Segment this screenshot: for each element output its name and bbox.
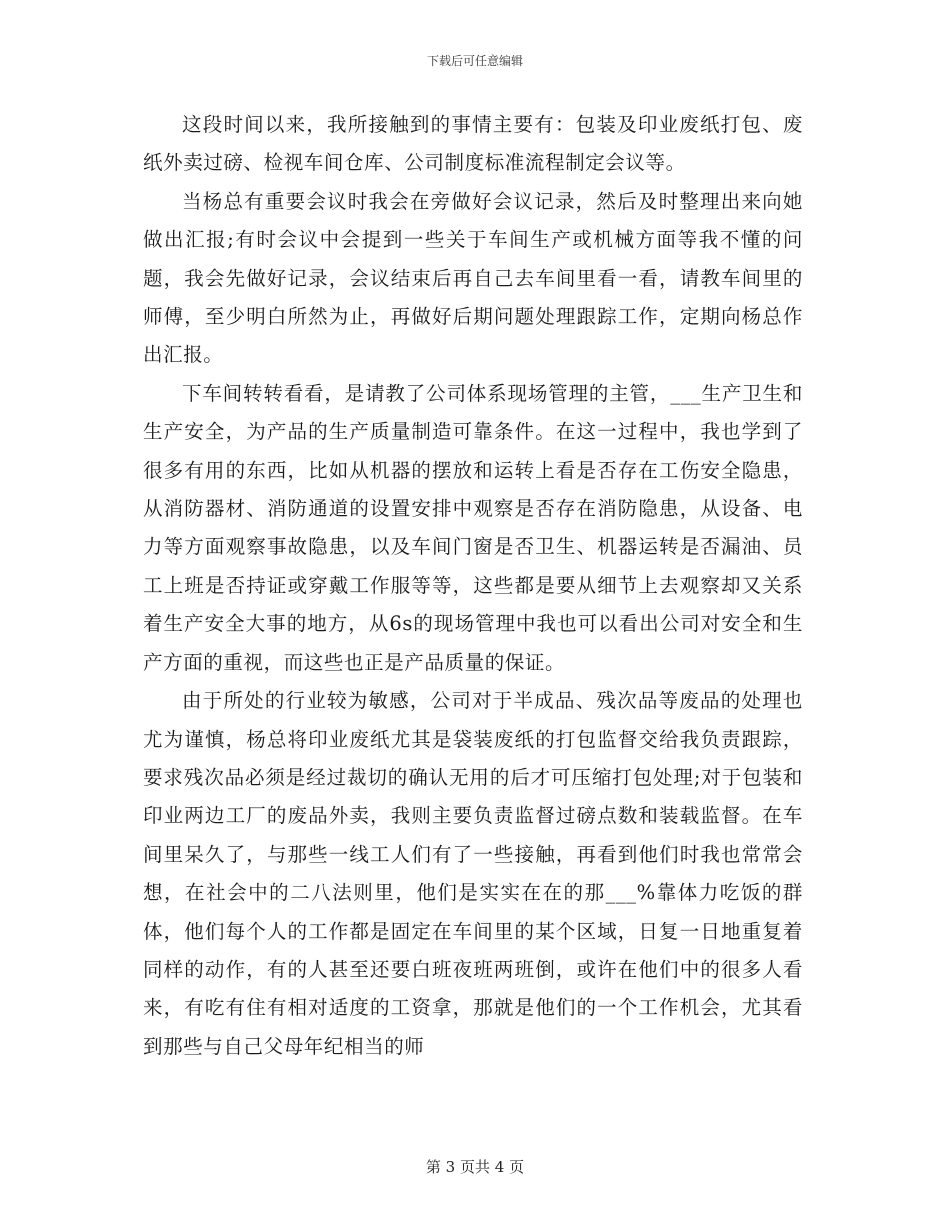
paragraph-3: 下车间转转看看，是请教了公司体系现场管理的主管，___生产卫生和生产安全，为产品的生产质量制造可靠条件。在这一过程中，我也学到了很多有用的东西，比如从机器的摆放和运转上看是否存在工伤安全隐患，从消防器材、消防通道的设置安排中观察是否存在消防隐患，从设备、电力等方面观察事故隐患，以及车间门窗是否卫生、机器运转是否漏油、员工上班是否持证或穿戴工作服等等，这些都是要从细节上去观察却又关系着生产安全大事的地方，从6s的现场管理中我也可以看出公司对安全和生产方面的重视，而这些也正是产品质量的保证。 — [143, 381, 803, 674]
document-body — [143, 106, 803, 1066]
page-footer: 第 3 页共 4 页 — [425, 1158, 525, 1176]
paragraph-2: 当杨总有重要会议时我会在旁做好会议记录，然后及时整理出来向她做出汇报;有时会议中会提到一些关于车间生产或机械方面等我不懂的问题，我会先做好记录，会议结束后再自己去车间里看一看，请教车间里的师傅，至少明白所然为止，再做好后期问题处理跟踪工作，定期向杨总作出汇报。 — [143, 189, 803, 367]
paragraph-1: 这段时间以来，我所接触到的事情主要有：包装及印业废纸打包、废纸外卖过磅、检视车间仓库、公司制度标准流程制定会议等。 — [143, 113, 803, 175]
paragraph-4: 由于所处的行业较为敏感，公司对于半成品、残次品等废品的处理也尤为谨慎，杨总将印业废纸尤其是袋装废纸的打包监督交给我负责跟踪，要求残次品必须是经过裁切的确认无用的后才可压缩打包处理;对于包装和印业两边工厂的废品外卖，我则主要负责监督过磅点数和装载监督。在车间里呆久了，与那些一线工人们有了一些接触，再看到他们时我也常常会想，在社会中的二八法则里，他们是实实在在的那___%靠体力吃饭的群体，他们每个人的工作都是固定在车间里的某个区域，日复一日地重复着同样的动作，有的人甚至还要白班夜班两班倒，或许在他们中的很多人看来，有吃有住有相对适度的工资拿，那就是他们的一个工作机会，尤其看到那些与自己父母年纪相当的师 — [143, 689, 803, 1058]
page-header: 下载后可任意编辑 — [426, 54, 523, 68]
